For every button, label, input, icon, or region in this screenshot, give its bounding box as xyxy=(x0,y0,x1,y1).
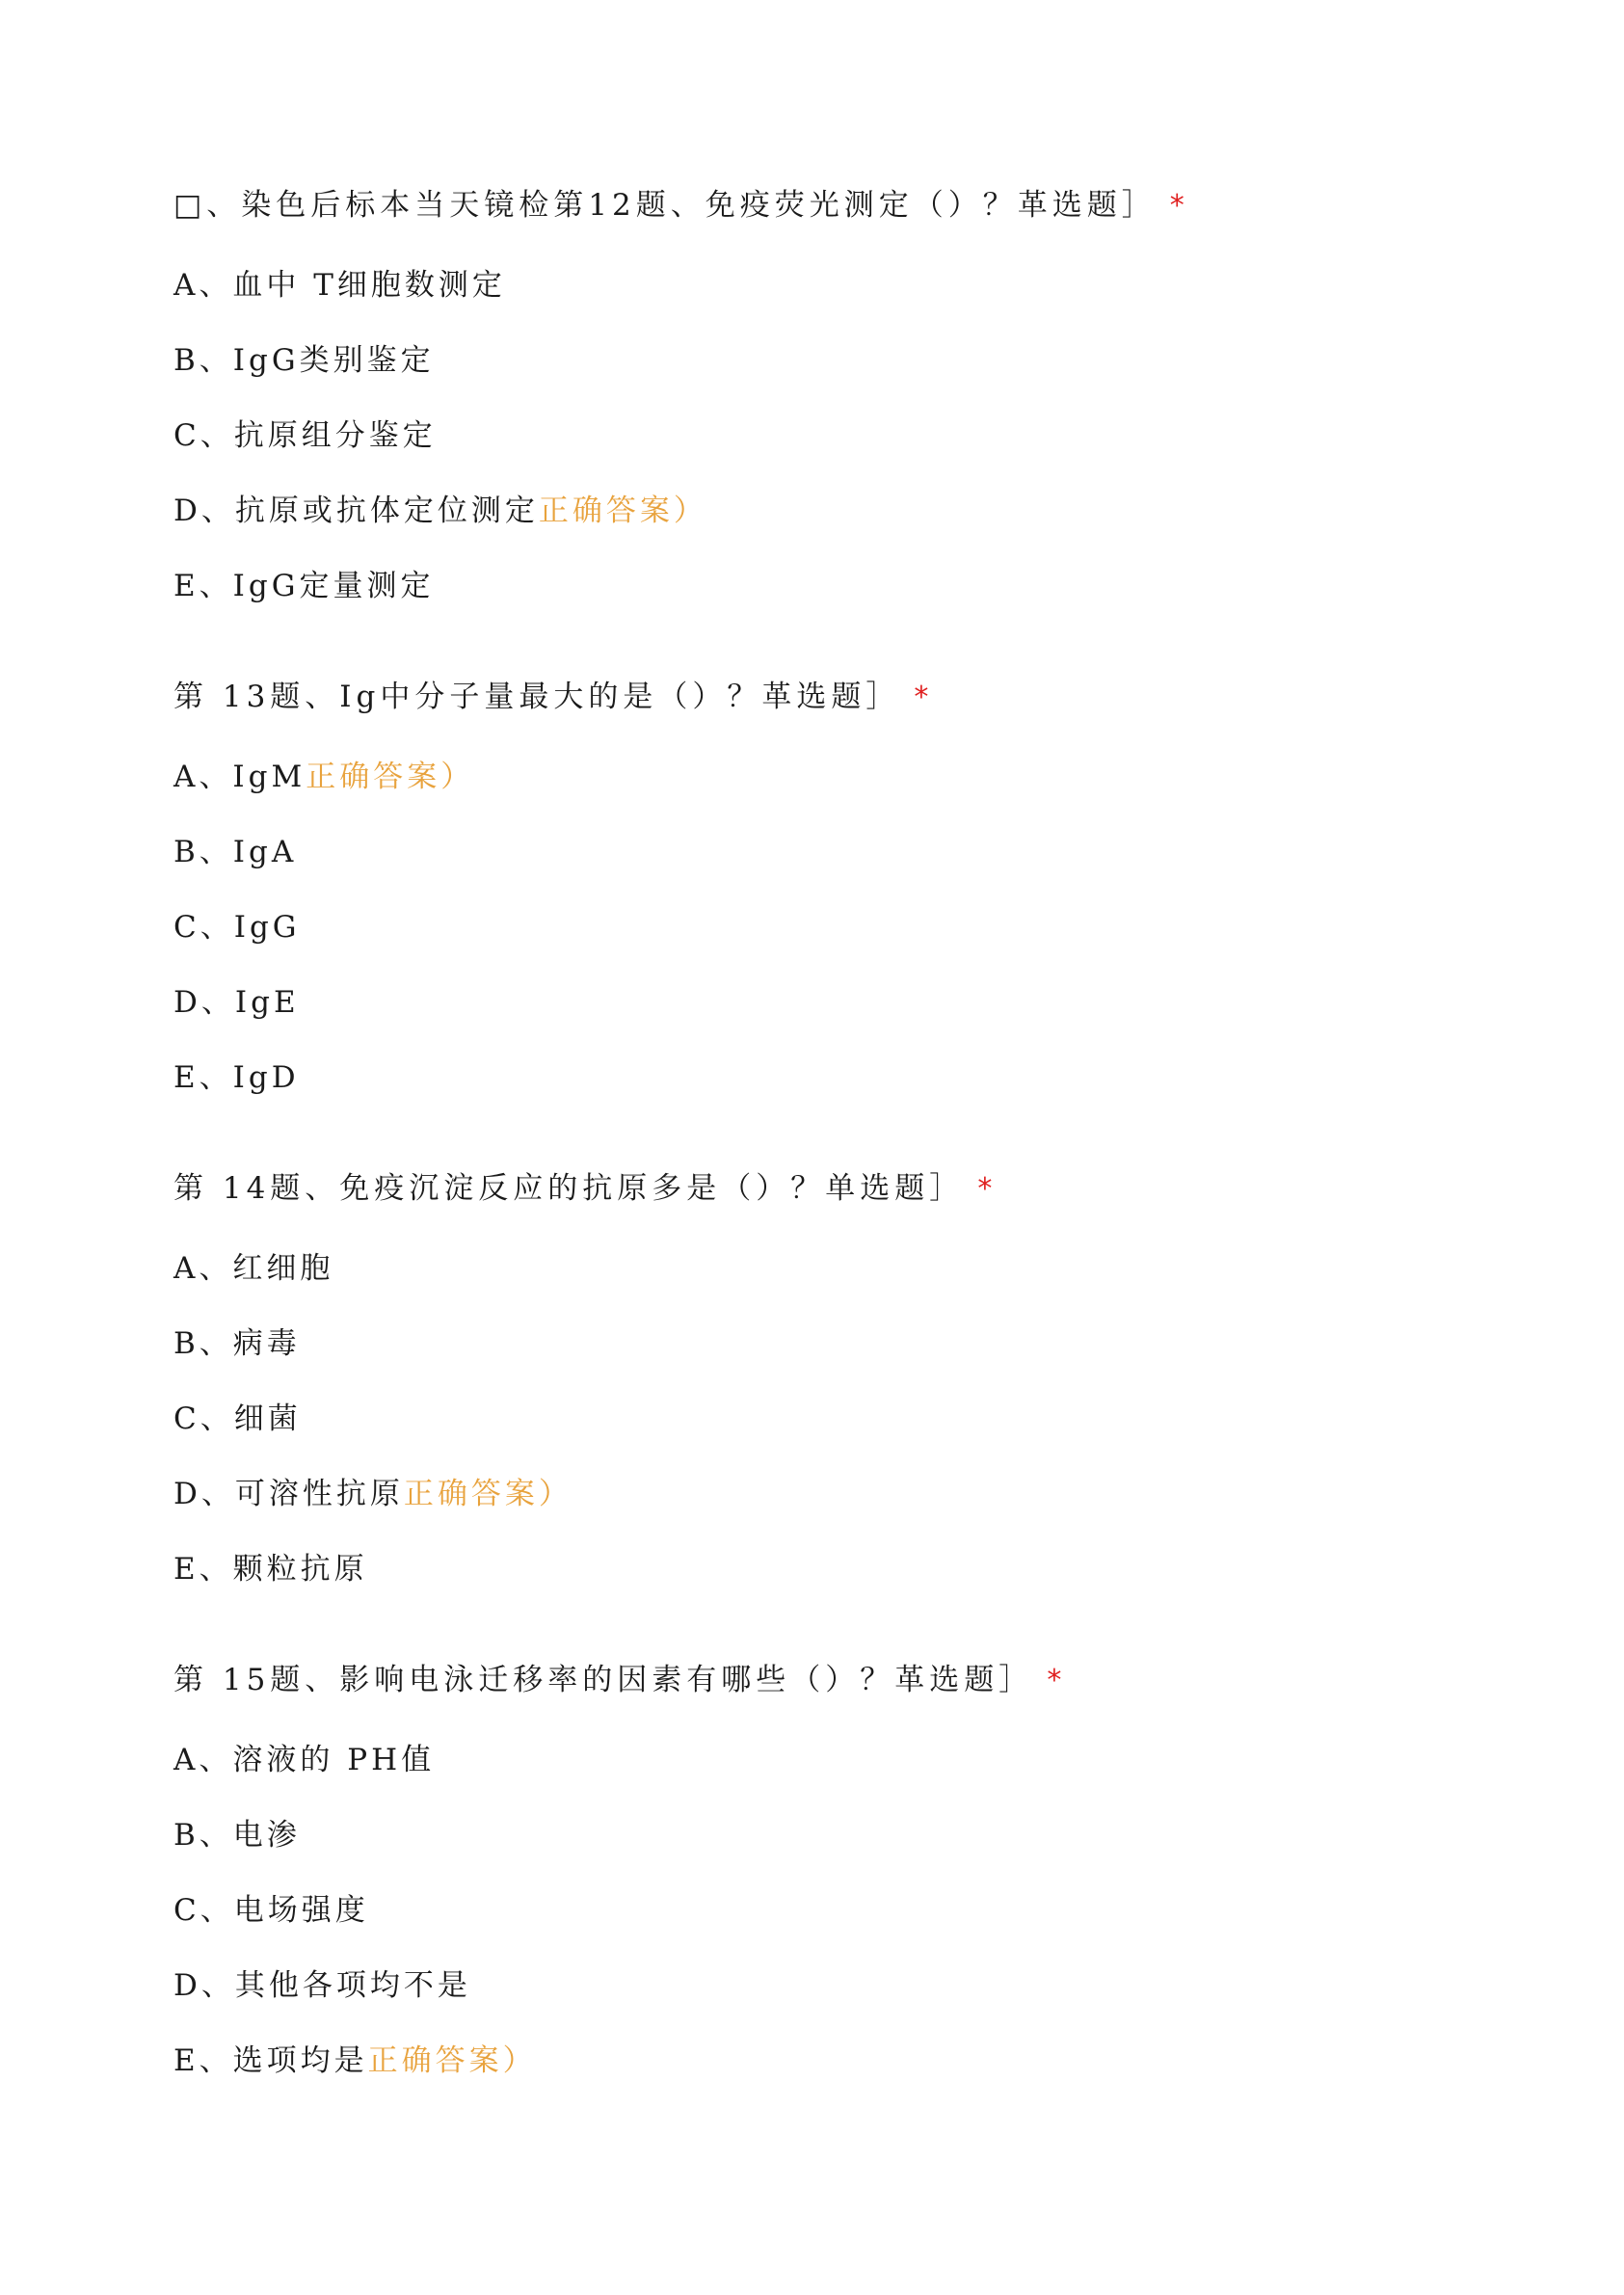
option-text: D、其他各项均不是 xyxy=(173,1968,471,2003)
option-item xyxy=(173,416,1504,455)
option-text: E、IgG定量测定 xyxy=(173,569,435,603)
option-item xyxy=(173,341,1504,380)
question-title-text: 第 15题、影响电泳迁移率的因素有哪些（）？革选题］ xyxy=(173,1663,1034,1697)
question-title xyxy=(173,186,1504,225)
option-item xyxy=(173,567,1504,605)
option-text: B、IgA xyxy=(173,835,298,869)
question-block xyxy=(173,678,1504,1097)
option-item xyxy=(173,1249,1504,1288)
option-item xyxy=(173,1891,1504,1930)
option-text: B、电渗 xyxy=(173,1818,301,1853)
option-item xyxy=(173,908,1504,947)
option-item xyxy=(173,1058,1504,1097)
option-text: C、细菌 xyxy=(173,1401,302,1436)
option-text: A、溶液的 PH值 xyxy=(173,1743,436,1777)
option-list xyxy=(173,1249,1504,1588)
option-text: C、IgG xyxy=(173,910,301,945)
option-item xyxy=(173,1550,1504,1588)
option-text: A、IgM xyxy=(173,760,306,794)
question-title xyxy=(173,1661,1504,1699)
option-item xyxy=(173,758,1504,796)
option-item xyxy=(173,833,1504,871)
option-item xyxy=(173,1400,1504,1438)
option-text: A、红细胞 xyxy=(173,1251,334,1286)
option-text: A、血中 T细胞数测定 xyxy=(173,268,506,303)
option-item xyxy=(173,266,1504,305)
option-text: D、IgE xyxy=(173,985,300,1020)
option-item xyxy=(173,1966,1504,2005)
option-item xyxy=(173,983,1504,1022)
option-text: B、IgG类别鉴定 xyxy=(173,343,435,378)
correct-answer-label: 正确答案） xyxy=(538,494,707,528)
option-text: E、IgD xyxy=(173,1060,300,1095)
option-text: C、电场强度 xyxy=(173,1893,369,1928)
question-block xyxy=(173,1661,1504,2080)
option-text: D、抗原或抗体定位测定 xyxy=(173,494,539,528)
question-block xyxy=(173,1169,1504,1588)
required-mark: * xyxy=(1047,1664,1062,1697)
option-list xyxy=(173,1741,1504,2080)
question-title-text: □、染色后标本当天镜检第12题、免疫荧光测定（）？革选题］ xyxy=(173,188,1157,223)
option-item xyxy=(173,1324,1504,1363)
option-text: D、可溶性抗原 xyxy=(173,1477,404,1511)
option-item xyxy=(173,1816,1504,1855)
option-text: E、颗粒抗原 xyxy=(173,1552,368,1587)
option-item xyxy=(173,1741,1504,1779)
option-text: B、病毒 xyxy=(173,1326,301,1361)
question-title-text: 第 13题、Ig中分子量最大的是（）？革选题］ xyxy=(173,680,901,714)
correct-answer-label: 正确答案） xyxy=(367,2043,537,2078)
option-list xyxy=(173,266,1504,605)
option-list xyxy=(173,758,1504,1097)
option-text: C、抗原组分鉴定 xyxy=(173,418,437,453)
option-item xyxy=(173,1475,1504,1513)
option-item xyxy=(173,2041,1504,2080)
required-mark: * xyxy=(1169,189,1185,223)
correct-answer-label: 正确答案） xyxy=(403,1477,572,1511)
question-title xyxy=(173,1169,1504,1208)
question-block xyxy=(173,186,1504,605)
question-title xyxy=(173,678,1504,716)
required-mark: * xyxy=(914,680,929,714)
option-text: E、选项均是 xyxy=(173,2043,368,2078)
required-mark: * xyxy=(977,1172,993,1206)
correct-answer-label: 正确答案） xyxy=(306,760,475,794)
option-item xyxy=(173,492,1504,530)
question-title-text: 第 14题、免疫沉淀反应的抗原多是（）？单选题］ xyxy=(173,1171,965,1206)
